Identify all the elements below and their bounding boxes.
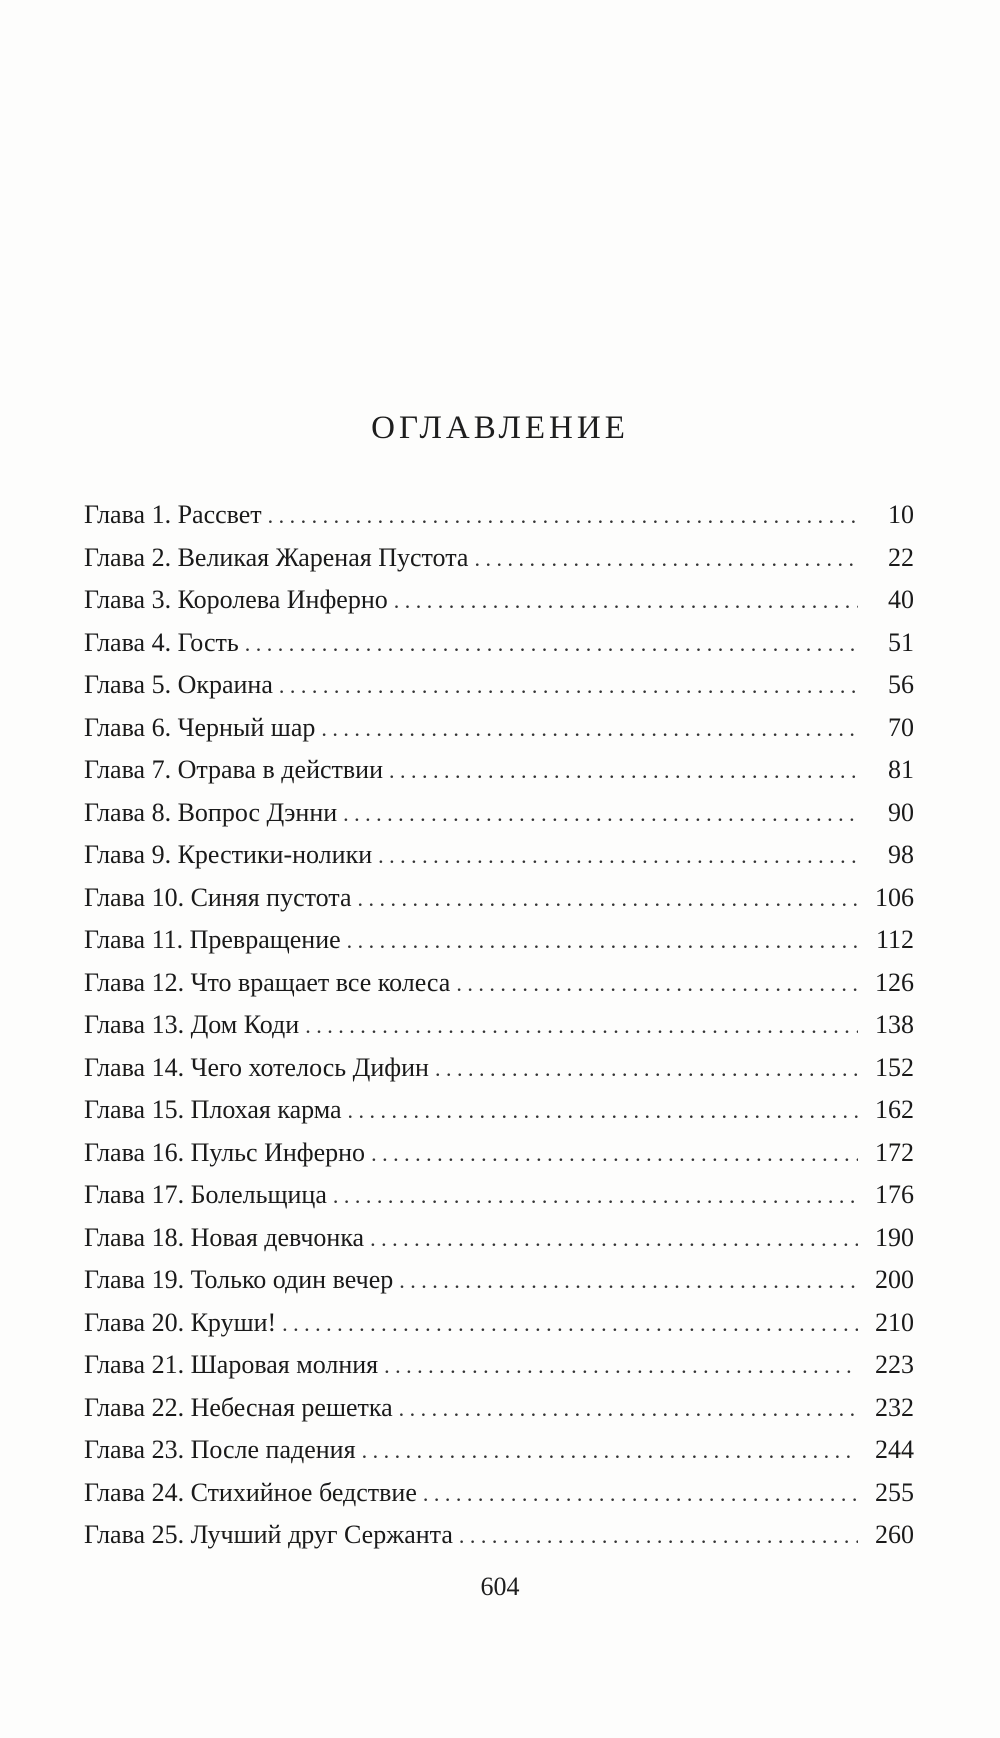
toc-entry-title: Глава 17. Болельщица	[84, 1180, 327, 1209]
toc-entry-title: Глава 12. Что вращает все колеса	[84, 967, 451, 997]
dot-leader	[305, 1013, 858, 1039]
toc-entry-title: Глава 8. Вопрос Дэнни	[84, 797, 338, 827]
toc-entry-title: Глава 9. Крестики-нолики	[84, 840, 373, 869]
toc-entry	[84, 883, 914, 926]
dot-leader	[343, 801, 858, 827]
toc-entry-title: Глава 21. Шаровая молния	[84, 1350, 379, 1379]
dot-leader	[389, 758, 858, 784]
toc-entry-page: 138	[875, 1010, 914, 1039]
toc-entry-title: Глава 20. Круши!	[84, 1307, 277, 1337]
toc-entry-page: 232	[875, 1392, 914, 1422]
toc-entry	[84, 628, 914, 671]
toc-entry-page: 190	[875, 1222, 914, 1252]
toc-entry-page: 176	[875, 1180, 914, 1209]
toc-entry-page: 106	[875, 882, 914, 912]
toc-entry-title: Глава 4. Гость	[84, 627, 239, 657]
toc-entry-page: 255	[875, 1477, 914, 1507]
dot-leader	[378, 843, 858, 869]
toc-entry-title: Глава 7. Отрава в действии	[84, 755, 383, 784]
toc-entry-page: 172	[875, 1137, 914, 1167]
toc-entry-title: Глава 18. Новая девчонка	[84, 1222, 365, 1252]
dot-leader	[435, 1056, 858, 1082]
dot-leader	[423, 1481, 858, 1507]
dot-leader	[245, 631, 858, 657]
toc-entry-title: Глава 25. Лучший друг Сержанта	[84, 1520, 453, 1549]
table-of-contents	[84, 500, 914, 1563]
toc-entry-page: 90	[888, 797, 914, 827]
page-title: ОГЛАВЛЕНИЕ	[371, 410, 629, 446]
toc-entry-page: 70	[888, 712, 914, 742]
dot-leader	[399, 1396, 858, 1422]
dot-leader	[474, 546, 858, 572]
toc-entry-page: 162	[875, 1095, 914, 1124]
toc-entry	[84, 1180, 914, 1223]
dot-leader	[456, 971, 858, 997]
toc-entry	[84, 1520, 914, 1563]
toc-entry	[84, 1138, 914, 1181]
toc-entry	[84, 1053, 914, 1096]
dot-leader	[394, 588, 858, 614]
toc-entry	[84, 543, 914, 586]
toc-entry	[84, 500, 914, 543]
toc-entry-page: 10	[888, 500, 914, 529]
toc-entry	[84, 755, 914, 798]
toc-entry-page: 126	[875, 967, 914, 997]
dot-leader	[384, 1353, 858, 1379]
dot-leader	[279, 673, 858, 699]
dot-leader	[347, 928, 858, 954]
toc-entry-title: Глава 24. Стихийное бедствие	[84, 1477, 417, 1507]
toc-entry-title: Глава 15. Плохая карма	[84, 1095, 342, 1124]
dot-leader	[268, 503, 858, 529]
toc-entry-page: 260	[875, 1520, 914, 1549]
dot-leader	[370, 1226, 858, 1252]
toc-entry-page: 22	[888, 542, 914, 572]
toc-entry-title: Глава 14. Чего хотелось Дифин	[84, 1052, 429, 1082]
toc-entry-page: 200	[875, 1265, 914, 1294]
dot-leader	[371, 1141, 858, 1167]
toc-entry	[84, 925, 914, 968]
dot-leader	[282, 1311, 858, 1337]
dot-leader	[333, 1183, 858, 1209]
toc-entry	[84, 798, 914, 841]
toc-entry-title: Глава 3. Королева Инферно	[84, 585, 388, 614]
dot-leader	[358, 886, 858, 912]
toc-entry	[84, 1478, 914, 1521]
toc-entry	[84, 968, 914, 1011]
toc-entry	[84, 713, 914, 756]
toc-entry	[84, 1010, 914, 1053]
toc-entry-title: Глава 2. Великая Жареная Пустота	[84, 542, 469, 572]
dot-leader	[459, 1523, 858, 1549]
toc-entry-title: Глава 19. Только один вечер	[84, 1265, 394, 1294]
toc-entry-page: 56	[888, 670, 914, 699]
toc-entry	[84, 1265, 914, 1308]
toc-entry-page: 152	[875, 1052, 914, 1082]
toc-entry	[84, 1095, 914, 1138]
toc-entry-page: 40	[888, 585, 914, 614]
toc-entry	[84, 1223, 914, 1266]
toc-entry	[84, 670, 914, 713]
toc-entry-page: 112	[875, 925, 914, 954]
toc-entry-title: Глава 23. После падения	[84, 1435, 356, 1464]
toc-entry	[84, 840, 914, 883]
page-number: 604	[480, 1572, 520, 1601]
toc-entry-title: Глава 13. Дом Коди	[84, 1010, 300, 1039]
dot-leader	[362, 1438, 858, 1464]
dot-leader	[321, 716, 858, 742]
toc-entry	[84, 1435, 914, 1478]
toc-entry	[84, 1393, 914, 1436]
toc-entry-title: Глава 5. Окраина	[84, 670, 273, 699]
toc-entry-title: Глава 1. Рассвет	[84, 500, 262, 529]
toc-entry-title: Глава 10. Синяя пустота	[84, 882, 352, 912]
dot-leader	[348, 1098, 858, 1124]
toc-entry-page: 223	[875, 1350, 914, 1379]
toc-entry	[84, 1308, 914, 1351]
toc-entry-page: 244	[875, 1435, 914, 1464]
toc-entry-title: Глава 22. Небесная решетка	[84, 1392, 393, 1422]
toc-entry	[84, 1350, 914, 1393]
toc-entry-title: Глава 6. Черный шар	[84, 712, 316, 742]
toc-entry	[84, 585, 914, 628]
toc-entry-page: 210	[875, 1307, 914, 1337]
toc-entry-title: Глава 11. Превращение	[84, 925, 341, 954]
toc-entry-page: 81	[888, 755, 914, 784]
toc-entry-page: 51	[888, 627, 914, 657]
toc-entry-title: Глава 16. Пульс Инферно	[84, 1137, 366, 1167]
toc-entry-page: 98	[888, 840, 914, 869]
dot-leader	[399, 1268, 858, 1294]
